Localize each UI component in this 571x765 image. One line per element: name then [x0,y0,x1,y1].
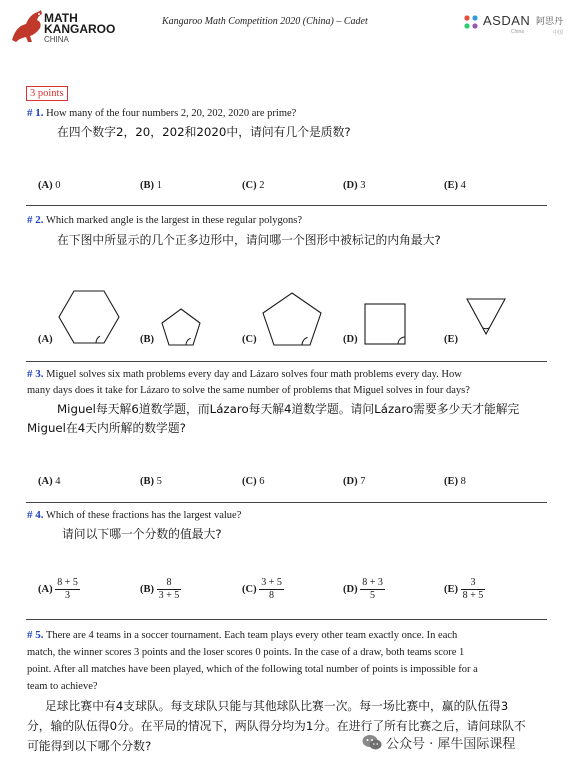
asdan-logo-icon [462,13,480,31]
question-4-en [27,507,241,525]
question-4-zh: 请问以下哪一个分数的值最大? [62,527,222,541]
option-a[interactable]: (A) $\frac{8 + 5}{3}$ [38,577,78,601]
divider [26,361,547,362]
question-text: Miguel solves six math problems every day and Lázaro solves four math problems every day. How [46,369,462,380]
section-points-label: 3 points [26,86,68,101]
fraction: $\frac{8 + 3}{5}$ [362,577,383,601]
fraction: $\frac{8}{3 + 5}$ [158,577,180,601]
square-icon [363,302,407,346]
option-a[interactable]: (A) 4 [38,476,61,487]
question-3-en-line2: many days does it take for Lázaro to solve the same number of problems that Miguel solves in four days? [27,385,470,396]
question-5-zh-line2: 分，输的队伍得0分。在平局的情况下，两队得分均为1分。在进行了所有比赛之后，请问球队不 [27,719,526,733]
option-d[interactable]: (D) [343,334,358,345]
question-text: Which of these fractions has the largest value? [45,510,242,521]
asdan-brand: ASDAN [483,13,531,28]
option-b[interactable]: (B) $\frac{8}{3 + 5}$ [140,577,180,601]
fraction: $\frac{3 + 5}{8}$ [261,577,282,601]
asdan-small-text: China [511,29,525,35]
question-2-zh: 在下图中所显示的几个正多边形中，请问哪一个图形中被标记的内角最大? [57,233,441,247]
question-5-zh-line1: 足球比赛中有4支球队。每支球队只能与其他球队比赛一次。每一场比赛中，赢的队伍得3 [45,699,509,713]
asdan-small-text-cn: 中国 [553,30,564,36]
pentagon-large-icon [261,291,323,347]
option-d[interactable]: (D) $\frac{8 + 3}{5}$ [343,577,383,601]
question-text: Which marked angle is the largest in these regular polygons? [45,215,303,226]
option-b[interactable]: (B) 1 [140,180,162,191]
fraction: $\frac{8 + 5}{3}$ [57,577,78,601]
question-text: How many of the four numbers 2, 20, 202, 2020 are prime? [46,108,297,119]
question-number: # 4. [27,509,44,521]
triangle-icon [465,297,507,337]
option-c[interactable]: (C) 2 [242,180,265,191]
question-1-en [27,105,296,123]
question-5-en-line4: team to achieve? [27,681,98,692]
option-b[interactable]: (B) [140,334,154,345]
question-number: # 5. [27,629,44,641]
watermark-text: 公众号 · 犀牛国际课程 [386,737,516,752]
logo-line-math: MATH [44,11,78,25]
question-number: # 2. [27,214,44,226]
option-e[interactable]: (E) [444,334,458,345]
question-5-en-line2: match, the winner scores 3 points and the loser scores 0 points. In the case of a draw, both teams score 1 [27,647,465,658]
question-3-en-line1 [27,366,462,384]
kangaroo-logo-icon [8,8,48,44]
divider [26,205,547,206]
option-a[interactable]: (A) 0 [38,180,61,191]
question-text: There are 4 teams in a soccer tournament. Each team plays every other team exactly once. In each [45,630,458,641]
question-2-en [27,212,302,230]
fraction: $\frac{3}{8 + 5}$ [462,577,484,601]
option-d[interactable]: (D) 3 [343,180,366,191]
option-c[interactable]: (C) 6 [242,476,265,487]
asdan-chinese-name: 阿思丹 [536,17,564,27]
question-1-zh: 在四个数字2，20，202和2020中，请问有几个是质数? [57,125,351,139]
divider [26,502,547,503]
question-5-en-line3: point. After all matches have been played, which of the following total number of points is impossible for a [27,664,478,675]
option-e[interactable]: (E) 8 [444,476,466,487]
option-e[interactable]: (E) 4 [444,180,466,191]
question-number: # 3. [27,368,44,380]
pentagon-small-icon [160,307,202,347]
question-number: # 1. [27,107,44,119]
question-3-zh-line1: Miguel每天解6道数学题，而Lázaro每天解4道数学题。请问Lázaro需要多少天才能解完 [57,402,520,416]
option-c[interactable]: (C) [242,334,257,345]
logo-line-china: CHINA [44,35,69,44]
wechat-icon [362,734,382,751]
question-5-zh-line3: 可能得到以下哪个分数? [27,739,152,753]
header [0,0,571,50]
hexagon-icon [58,289,120,345]
logo-line-kangaroo: KANGAROO [44,22,116,36]
divider [26,619,547,620]
header-title: Kangaroo Math Competition 2020 (China) – Cadet [162,16,368,27]
option-e[interactable]: (E) $\frac{3}{8 + 5}$ [444,577,484,601]
question-5-en-line1 [27,627,457,645]
option-d[interactable]: (D) 7 [343,476,366,487]
option-b[interactable]: (B) 5 [140,476,162,487]
option-c[interactable]: (C) $\frac{3 + 5}{8}$ [242,577,282,601]
question-3-zh-line2: Miguel在4天内所解的数学题? [27,421,186,435]
option-a[interactable]: (A) [38,334,53,345]
